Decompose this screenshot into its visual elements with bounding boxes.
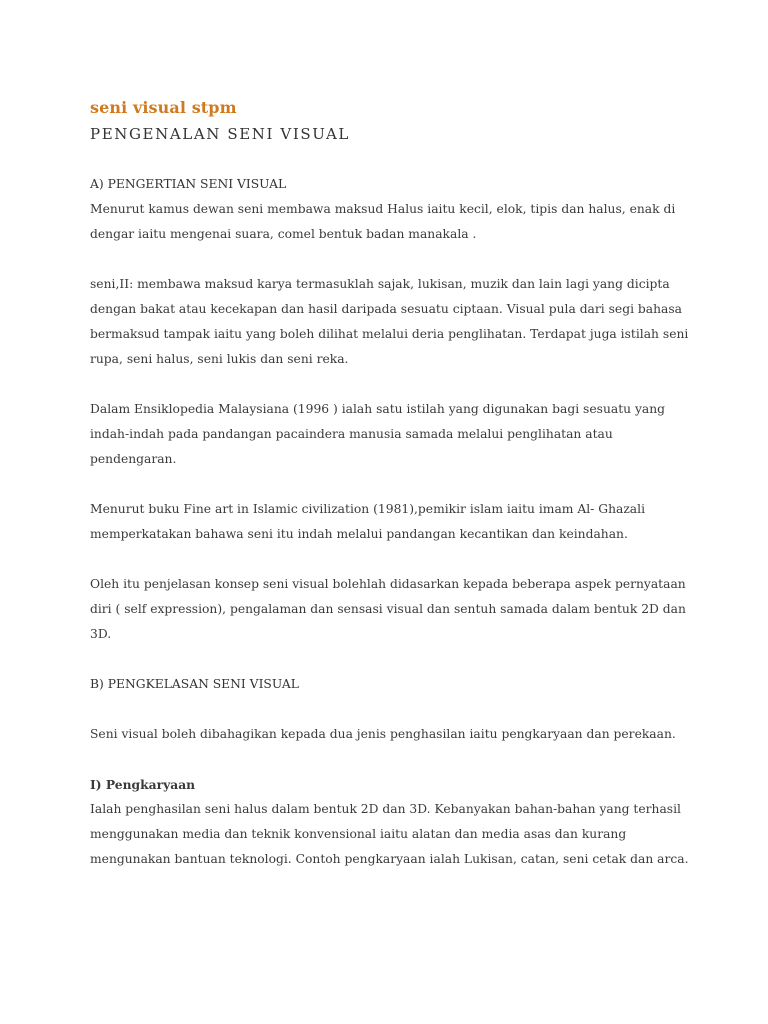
post-body [90,172,690,872]
paragraph-definition: Menurut kamus dewan seni membawa maksud Halus iaitu kecil, elok, tipis dan halus, enak di dengar iaitu mengenai suara, comel bentuk badan manakala . [90,202,676,241]
paragraph-seni-meaning: seni,II: membawa maksud karya termasuklah sajak, lukisan, muzik dan lain lagi yang dicipta dengan bakat atau kecekapan dan hasil daripada sesuatu ciptaan. Visual pula dari segi bahasa bermaksud tampak iaitu yang boleh dilihat melalui deria penglihatan. Terdapat juga istilah seni rupa, seni halus, seni lukis dan seni reka. [90,277,689,366]
paragraph-classification: Seni visual boleh dibahagikan kepada dua jenis penghasilan iaitu pengkaryaan dan perekaan. [90,727,676,741]
subsection-pengkaryaan-heading: I) Pengkaryaan [90,777,196,792]
blog-post [90,96,690,872]
spacer [90,747,690,772]
spacer [90,697,690,722]
spacer [90,247,690,272]
blog-title[interactable]: seni visual stpm [90,98,237,117]
section-a-heading: A) PENGERTIAN SENI VISUAL [90,177,287,191]
section-b-heading: B) PENGKELASAN SENI VISUAL [90,677,299,691]
paragraph-concept: Oleh itu penjelasan konsep seni visual bolehlah didasarkan kepada beberapa aspek pernyataan diri ( self expression), pengalaman dan sensasi visual dan sentuh samada dalam bentuk 2D dan 3D. [90,577,686,641]
paragraph-ensiklopedia: Dalam Ensiklopedia Malaysiana (1996 ) ialah satu istilah yang digunakan bagi sesuatu yang indah-indah pada pandangan pacaindera manusia samada melalui penglihatan atau pendengaran. [90,402,666,466]
spacer [90,547,690,572]
post-title: PENGENALAN SENI VISUAL [90,125,350,143]
spacer [90,472,690,497]
spacer [90,372,690,397]
paragraph-fine-art: Menurut buku Fine art in Islamic civilization (1981),pemikir islam iaitu imam Al- Ghazali memperkatakan bahawa seni itu indah melalui pandangan kecantikan dan keindahan. [90,502,645,541]
spacer [90,647,690,672]
paragraph-pengkaryaan: Ialah penghasilan seni halus dalam bentuk 2D dan 3D. Kebanyakan bahan-bahan yang terhasil menggunakan media dan teknik konvensional iaitu alatan dan media asas dan kurang mengunakan bantuan teknologi. Contoh pengkaryaan ialah Lukisan, catan, seni cetak dan arca. [90,802,689,866]
